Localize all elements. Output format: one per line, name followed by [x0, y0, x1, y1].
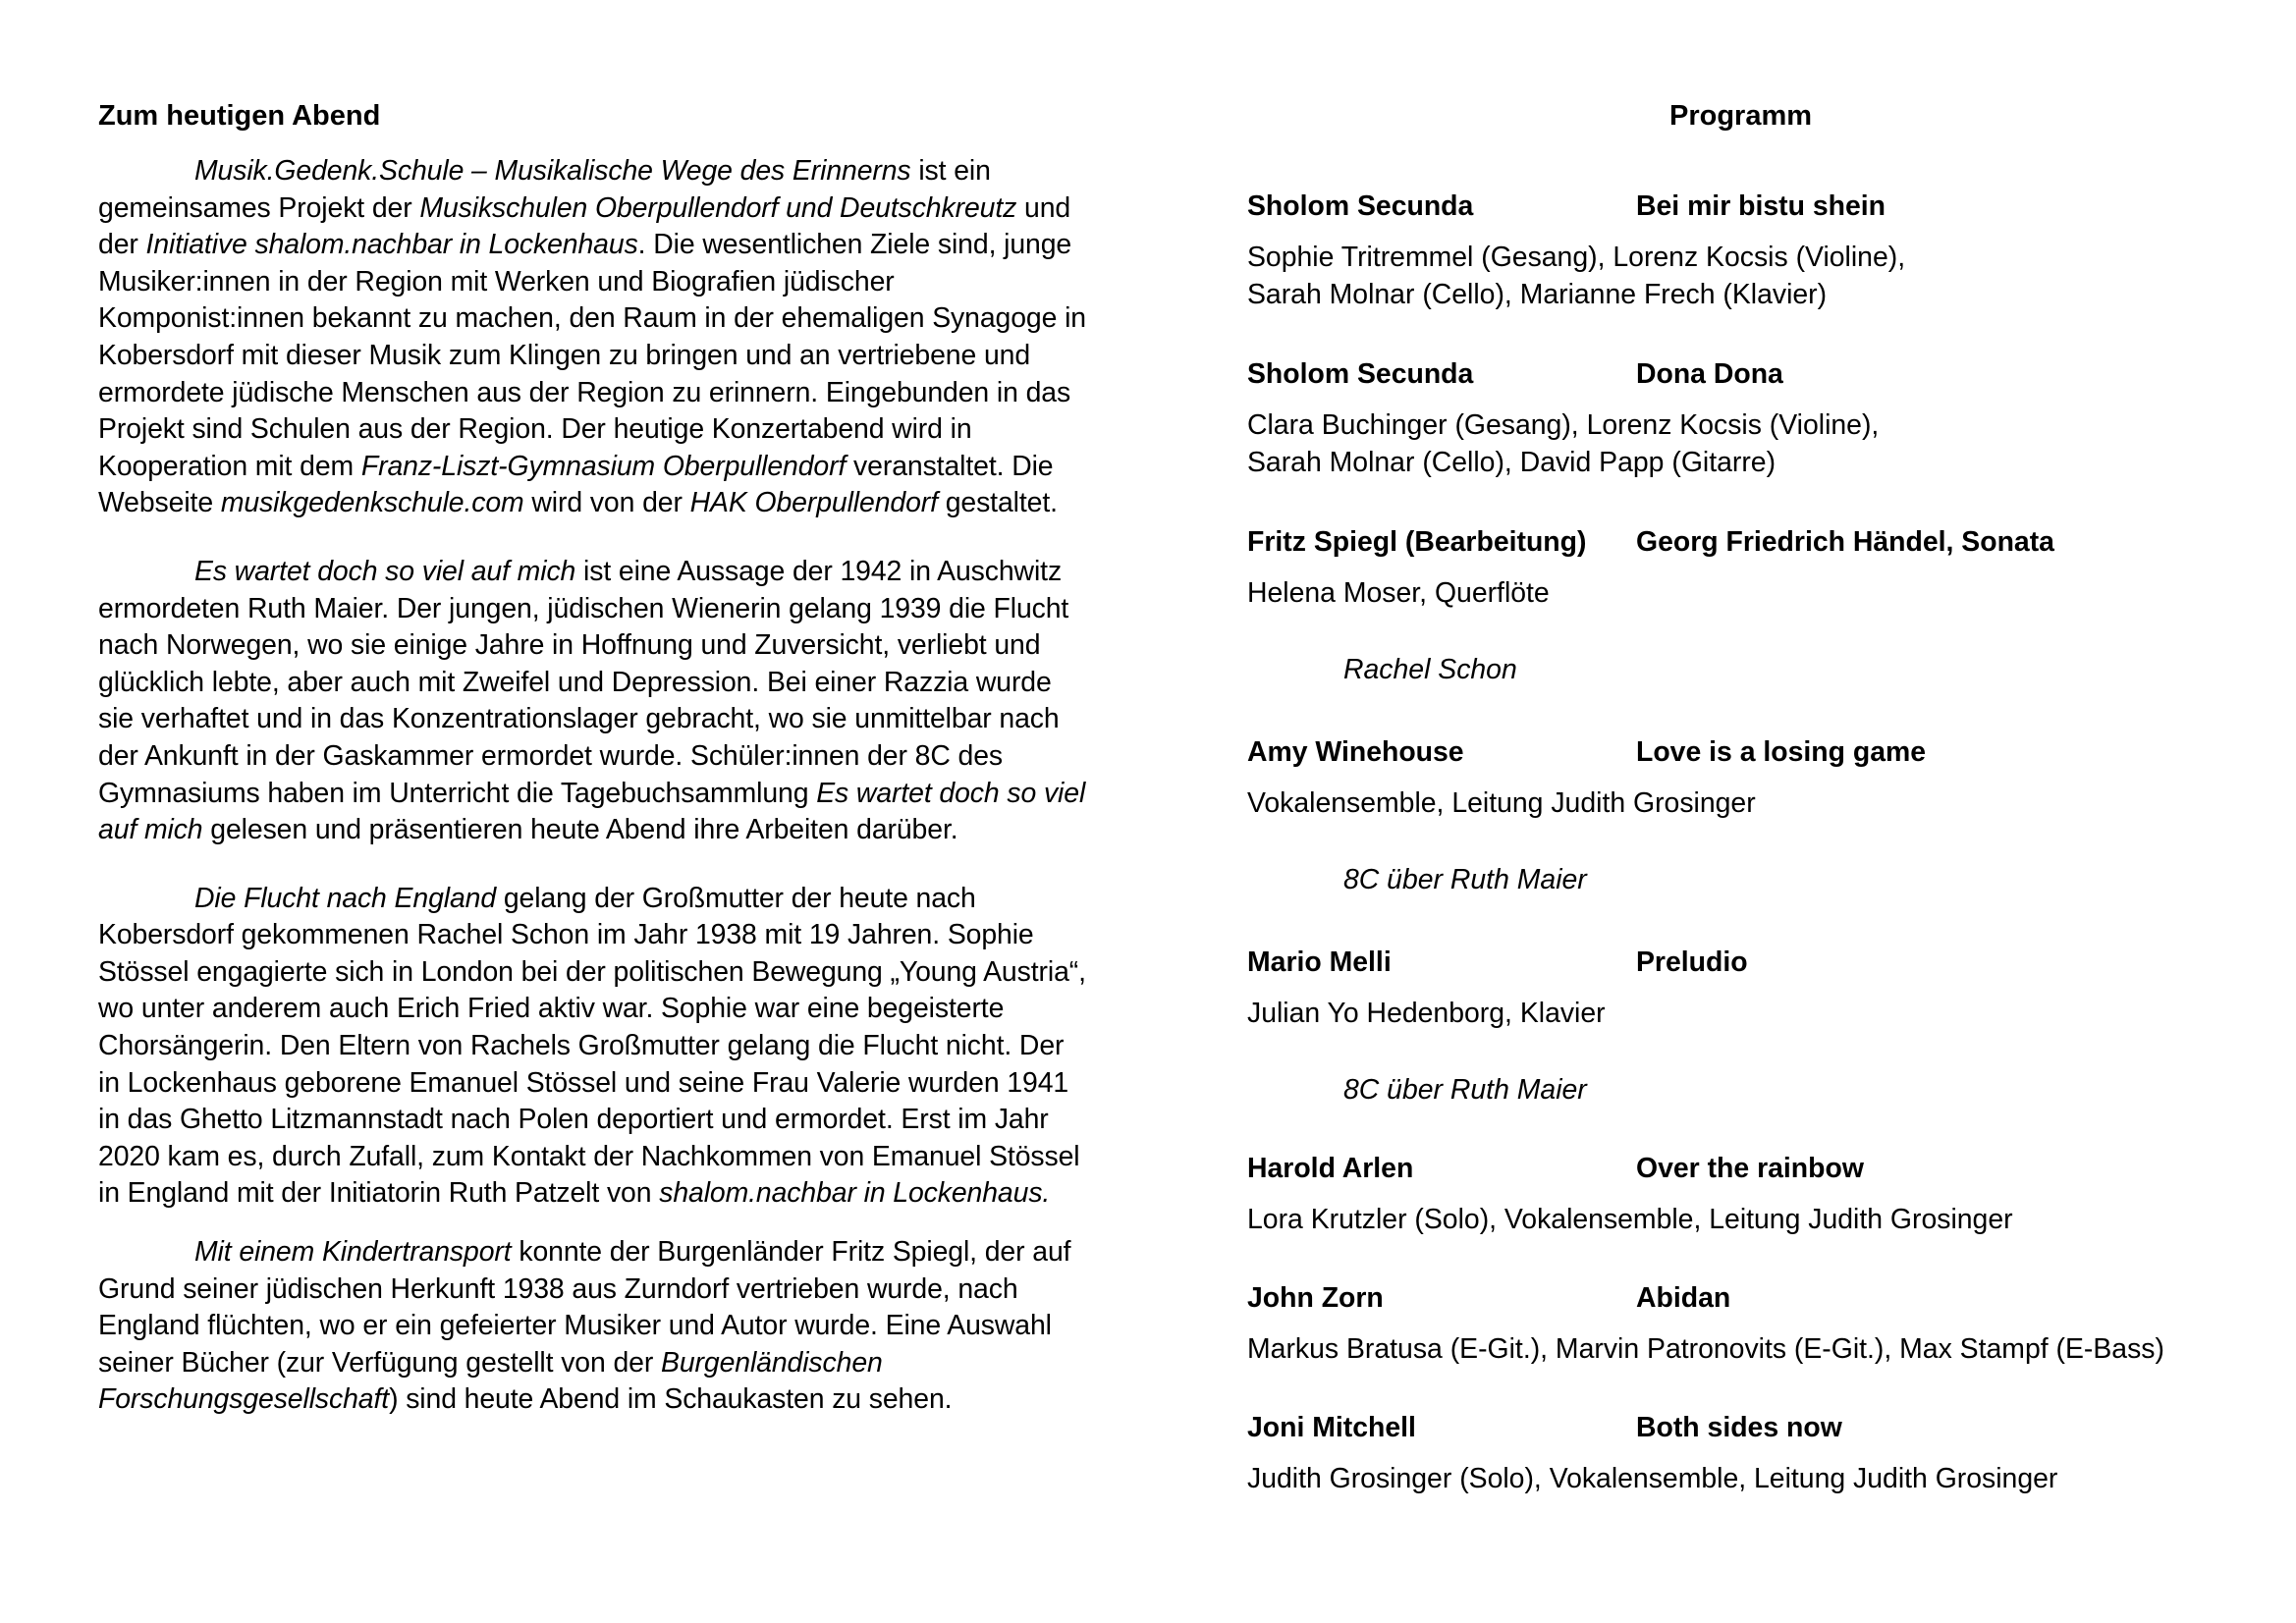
- intro-paragraph-ruth-maier: [98, 554, 1090, 849]
- performers-line: Sarah Molnar (Cello), David Papp (Gitarre): [1247, 446, 1777, 478]
- italic-text-run: HAK Oberpullendorf: [689, 487, 938, 519]
- program-heading: Programm: [1669, 100, 1813, 132]
- program-item: [1247, 187, 2229, 313]
- performers: [1247, 1202, 2229, 1239]
- composer-name: Sholom Secunda: [1247, 190, 1474, 222]
- interlude-contribution: 8C über Ruth Maier: [1343, 864, 1587, 895]
- performers: [1247, 1461, 2229, 1498]
- text-run: gelesen und präsentieren heute Abend ihre Arbeiten darüber.: [202, 814, 958, 846]
- text-run: ) sind heute Abend im Schaukasten zu sehen.: [389, 1383, 953, 1416]
- composer-name: Amy Winehouse: [1247, 736, 1464, 768]
- intro-heading: Zum heutigen Abend: [98, 100, 381, 132]
- italic-text-run: Mit einem Kindertransport: [194, 1236, 512, 1269]
- italic-text-run: Burgenländischen Forschungsgesellschaft: [98, 1346, 883, 1416]
- text-run: konnte der Burgenländer Fritz Spiegl, der auf Grund seiner jüdischen Herkunft 1938 aus Zurndorf vertrieben wurde, nach England flüchten, wo er ein gefeierter Musiker und Autor wurde. Eine Auswahl seiner Bücher (zur Verfügung gestellt von der: [98, 1236, 1071, 1379]
- interlude-contribution: 8C über Ruth Maier: [1343, 1074, 1587, 1106]
- performers-line: Sarah Molnar (Cello), Marianne Frech (Klavier): [1247, 278, 1828, 310]
- work-title: Over the rainbow: [1636, 1153, 1864, 1184]
- performers: [1247, 1331, 2229, 1369]
- text-run: wird von der: [523, 487, 690, 519]
- work-title: Georg Friedrich Händel, Sonata: [1636, 526, 2054, 558]
- italic-text-run: Musikschulen Oberpullendorf und Deutschkreutz: [419, 191, 1017, 224]
- performers-line: Helena Moser, Querflöte: [1247, 577, 1550, 609]
- composer-name: Harold Arlen: [1247, 1153, 1414, 1184]
- program-item: [1247, 1278, 2229, 1369]
- performers: [1247, 996, 2229, 1033]
- work-title: Abidan: [1636, 1282, 1731, 1314]
- program-item: [1247, 1149, 2229, 1239]
- work-title: Bei mir bistu shein: [1636, 190, 1886, 222]
- italic-text-run: Franz-Liszt-Gymnasium Oberpullendorf: [360, 450, 847, 482]
- italic-text-run: shalom.nachbar in Lockenhaus.: [659, 1177, 1051, 1210]
- intro-paragraph-flight-to-england: [98, 881, 1090, 1213]
- work-title: Both sides now: [1636, 1412, 1842, 1443]
- text-run: gestaltet.: [937, 487, 1058, 519]
- performers: [1247, 575, 2229, 613]
- composer-name: Mario Melli: [1247, 947, 1392, 978]
- program-item: [1247, 732, 2229, 823]
- composer-name: Joni Mitchell: [1247, 1412, 1416, 1443]
- program-item: [1247, 354, 2229, 481]
- performers: [1247, 240, 2229, 313]
- performers-line: Vokalensemble, Leitung Judith Grosinger: [1247, 787, 1756, 819]
- composer-name: Sholom Secunda: [1247, 358, 1474, 390]
- program-item: [1247, 943, 2229, 1033]
- performers-line: Lora Krutzler (Solo), Vokalensemble, Leitung Judith Grosinger: [1247, 1204, 2013, 1235]
- text-run: . Die wesentlichen Ziele sind, junge Musiker:innen in der Region mit Werken und Biografien jüdischer Komponist:innen bekannt zu machen, den Raum in der ehemaligen Synagoge in Kobersdorf mit dieser Musik zum Klingen zu bringen und an vertriebene und ermordete jüdische Menschen aus der Region zu erinnern. Eingebunden in das Projekt sind Schulen aus der Region. Der heutige Konzertabend wird in Kooperation mit dem: [98, 229, 1086, 482]
- intro-paragraph-kindertransport: [98, 1234, 1090, 1419]
- italic-text-run: musikgedenkschule.com: [220, 487, 524, 519]
- italic-text-run: Musik.Gedenk.Schule – Musikalische Wege des Erinnerns: [194, 155, 911, 187]
- italic-text-run: Initiative shalom.nachbar in Lockenhaus: [145, 229, 638, 261]
- composer-name: John Zorn: [1247, 1282, 1384, 1314]
- intro-section: [98, 96, 1090, 1419]
- composer-name: Fritz Spiegl (Bearbeitung): [1247, 526, 1587, 558]
- performers-line: Judith Grosinger (Solo), Vokalensemble, Leitung Judith Grosinger: [1247, 1463, 2058, 1494]
- interlude-contribution: Rachel Schon: [1343, 654, 1517, 685]
- work-title: Preludio: [1636, 947, 1748, 978]
- text-run: ist ein gemeinsames Projekt der: [98, 155, 991, 224]
- text-run: veranstaltet. Die Webseite: [98, 450, 1054, 519]
- performers-line: Sophie Tritremmel (Gesang), Lorenz Kocsis (Violine),: [1247, 242, 1906, 273]
- work-title: Dona Dona: [1636, 358, 1783, 390]
- text-run: gelang der Großmutter der heute nach Kobersdorf gekommenen Rachel Schon im Jahr 1938 mit 19 Jahren. Sophie Stössel engagierte sich in London bei der politischen Bewegung „Young Austria“, wo unter anderem auch Erich Fried aktiv war. Sophie war eine begeisterte Chorsängerin. Den Eltern von Rachels Großmutter gelang die Flucht nicht. Der in Lockenhaus geborene Emanuel Stössel und seine Frau Valerie wurden 1941 in das Ghetto Litzmannstadt nach Polen deportiert und ermordet. Erst im Jahr 2020 kam es, durch Zufall, zum Kontakt der Nachkommen von Emanuel Stössel in England mit der Initiatorin Ruth Patzelt von: [98, 882, 1086, 1210]
- text-run: ist eine Aussage der 1942 in Auschwitz ermordeten Ruth Maier. Der jungen, jüdischen Wienerin gelang 1939 die Flucht nach Norwegen, wo sie einige Jahre in Hoffnung und Zuversicht, verliebt und glücklich lebte, aber auch mit Zweifel und Depression. Bei einer Razzia wurde sie verhaftet und in das Konzentrationslager gebracht, wo sie unmittelbar nach der Ankunft in der Gaskammer ermordet wurde. Schüler:innen der 8C des Gymnasiums haben im Unterricht die Tagebuchsammlung: [98, 555, 1069, 809]
- italic-text-run: Die Flucht nach England: [194, 882, 497, 914]
- program-item: [1247, 1408, 2229, 1498]
- italic-text-run: Es wartet doch so viel auf mich: [98, 777, 1086, 846]
- italic-text-run: Es wartet doch so viel auf mich: [194, 555, 576, 587]
- performers: [1247, 785, 2229, 823]
- work-title: Love is a losing game: [1636, 736, 1927, 768]
- performers-line: Clara Buchinger (Gesang), Lorenz Kocsis (Violine),: [1247, 409, 1880, 441]
- performers-line: Markus Bratusa (E-Git.), Marvin Patronovits (E-Git.), Max Stampf (E-Bass): [1247, 1333, 2164, 1365]
- intro-paragraph-project: [98, 153, 1090, 522]
- program-item: [1247, 522, 2229, 613]
- text-run: und der: [98, 191, 1071, 261]
- performers-line: Julian Yo Hedenborg, Klavier: [1247, 998, 1606, 1029]
- performers: [1247, 407, 2229, 481]
